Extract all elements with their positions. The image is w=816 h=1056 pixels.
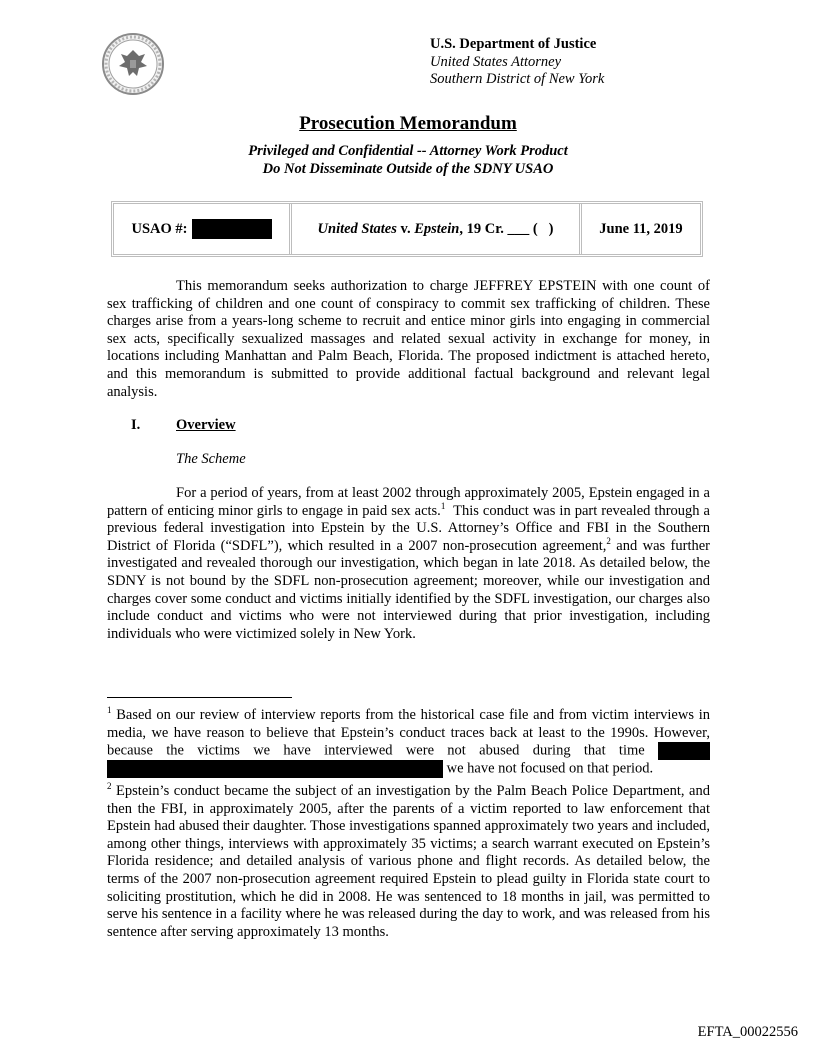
usao-number-cell: [114, 204, 292, 254]
case-plaintiff: United States: [317, 220, 397, 237]
redaction-block: [107, 760, 443, 778]
footnote-1-text-end: we have not focused on that period.: [446, 760, 654, 777]
memo-date-cell: [582, 204, 700, 254]
footnote-1-mark: 1: [107, 705, 112, 716]
case-defendant: Epstein: [414, 220, 460, 237]
intro-paragraph: This memorandum seeks authorization to charge JEFFREY EPSTEIN with one count of sex trafficking of children and one count of conspiracy to commit sex trafficking of children. These charges arise from a years-long scheme to recruit and entice minor girls into engaging in commercial sex acts, specifically sexualized massages and related sexual activity in exchange for money, in locations including Manhattan and Palm Beach, Florida. The proposed indictment is attached hereto, and this memorandum is submitted to provide additional factual background and relevant legal analysis.: [107, 278, 710, 400]
section-heading: [131, 417, 236, 434]
bates-number: EFTA_00022556: [697, 1024, 798, 1040]
footnote-1-text: Based on our review of interview reports from the historical case file and from victim interviews in media, we have reason to believe that Epstein’s conduct traces back at least to the 1990s. However, because the victims we have interviewed were not abused during that time: [107, 707, 710, 759]
letterhead-department: U.S. Department of Justice: [430, 36, 597, 52]
letterhead-office: United States Attorney: [430, 53, 562, 70]
scheme-paragraph-part-3: and was further investigated and revealed thorough our investigation, which began in late 2018. As detailed below, the SDNY is not bound by the SDFL non-prosecution agreement; moreover, while our investigation and charges cover some conduct and victims initially identified by the SDFL investigation, our charges also include conduct and victims who were not interviewed during that prior investigation, including individuals who were victimized solely in New York.: [107, 537, 710, 642]
section-title: Overview: [176, 417, 236, 433]
redaction-block: [192, 219, 272, 239]
case-versus: v.: [396, 220, 415, 237]
letterhead-district: Southern District of New York: [430, 71, 605, 87]
case-number: , 19 Cr. ___ ( ): [459, 220, 554, 237]
memo-date: June 11, 2019: [599, 220, 683, 237]
footnote-1: [107, 707, 710, 778]
scheme-paragraph: [107, 485, 714, 643]
footnote-2-text: Epstein’s conduct became the subject of an investigation by the Palm Beach Police Department, and then the FBI, in approximately 2005, after the parents of a victim reported to law enforcement that Epstein had abused their daughter. Those investigations spanned approximately two years and included, among other things, interviews with approximately 35 victims; a search warrant executed on Epstein’s Florida residence; and detailed analysis of various phone and flight records. As detailed below, the terms of the 2007 non-prosecution agreement required Epstein to plead guilty in Florida state court to soliciting prostitution, which he did in 2008. He was sentenced to 18 months in jail, was permitted to serve his sentence in a facility where he was released during the day to work, and was released from his sentence after serving approximately 13 months.: [107, 783, 710, 940]
subtitle-line-2: Do Not Disseminate Outside of the SDNY USAO: [262, 160, 554, 177]
subtitle-line-1: Privileged and Confidential -- Attorney Work Product: [248, 143, 568, 159]
redaction-block: [658, 742, 710, 760]
footnote-2: [107, 783, 710, 941]
footnote-divider: [107, 697, 292, 698]
memo-title: Prosecution Memorandum: [299, 113, 517, 134]
scheme-paragraph-part-1: For a period of years, from at least 2002 through approximately 2005, Epstein engaged in a pattern of enticing minor girls to engage in paid sex acts.: [107, 485, 710, 519]
footnote-2-mark: 2: [107, 781, 112, 792]
caption-table: [111, 201, 703, 257]
subheading-scheme: The Scheme: [176, 451, 246, 467]
memo-subtitle: [0, 143, 816, 178]
usao-label: USAO #:: [131, 220, 188, 237]
letterhead: [430, 36, 604, 89]
section-number: I.: [131, 417, 141, 433]
case-caption-cell: [292, 204, 582, 254]
footnote-1-ref[interactable]: 1: [440, 500, 446, 511]
footnote-2-ref[interactable]: 2: [606, 535, 611, 546]
doj-seal-icon: [101, 32, 165, 96]
scheme-paragraph-part-2: This conduct was in part revealed through a previous federal investigation into Epstein by the U.S. Attorney’s Office and FBI in the Southern District of Florida (“SDFL”), which resulted in a 2007 non-prosecution agreement,: [107, 502, 714, 554]
